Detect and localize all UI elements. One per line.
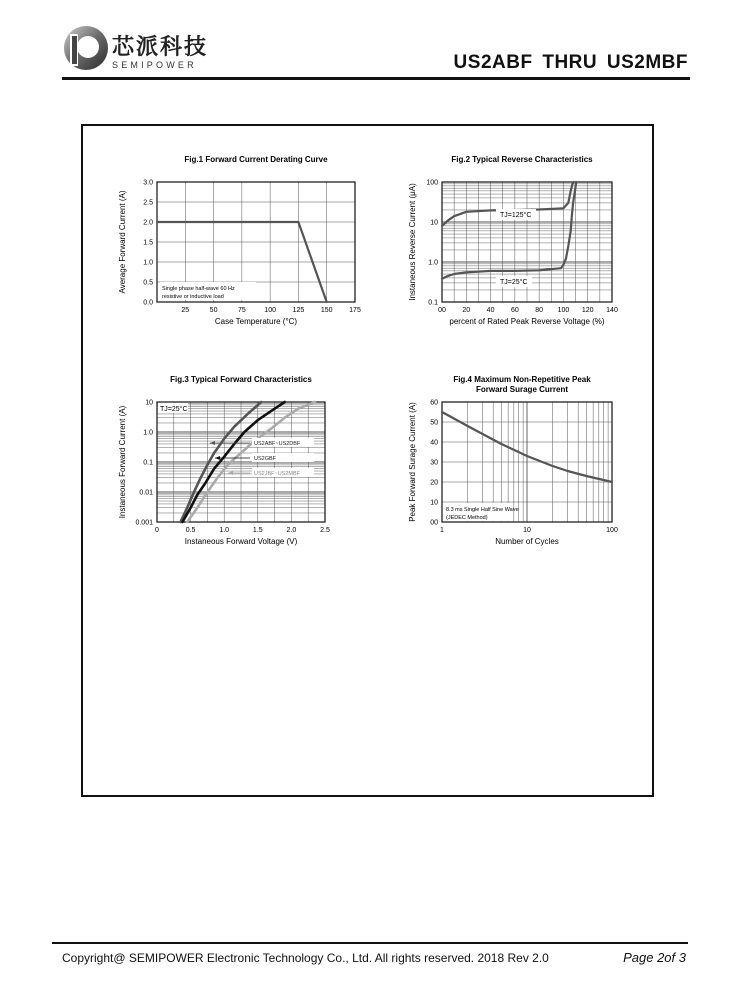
x-tick-label: 10 xyxy=(523,527,531,534)
series-label: US2GBF xyxy=(254,456,277,462)
chart-annotation: Single phase half-wave 60 Hz xyxy=(162,286,235,292)
y-axis-label: Instaneous Forward Current (A) xyxy=(118,405,127,519)
series-line xyxy=(442,182,576,279)
x-tick-label: 0 xyxy=(155,527,159,534)
fig3-forward-chart xyxy=(100,365,360,565)
y-tick-label: 1.0 xyxy=(143,429,153,437)
label-arrowhead xyxy=(210,441,215,445)
page-number: Page 2of 3 xyxy=(623,950,686,965)
chart-annotation: (JEDEC Method) xyxy=(446,515,488,521)
y-tick-label: 20 xyxy=(430,479,438,487)
x-tick-label: 1.5 xyxy=(252,527,263,534)
x-tick-label: 50 xyxy=(209,307,218,314)
y-tick-label: 1.0 xyxy=(143,259,153,267)
y-tick-label: 10 xyxy=(430,499,438,507)
y-tick-label: 2.5 xyxy=(143,199,153,207)
x-axis-label: Instaneous Forward Voltage (V) xyxy=(184,537,298,546)
x-axis-label: percent of Rated Peak Reverse Voltage (%) xyxy=(449,317,605,326)
x-tick-label: 100 xyxy=(557,307,570,314)
y-tick-label: 10 xyxy=(430,219,438,227)
x-tick-label: 1 xyxy=(440,527,444,534)
logo-chinese-name: 芯派科技 xyxy=(112,35,209,60)
x-tick-label: 120 xyxy=(581,307,594,314)
y-tick-label: 0.5 xyxy=(143,279,153,287)
x-tick-label: 00 xyxy=(438,307,446,314)
chart-title: Fig.2 Typical Reverse Characteristics xyxy=(451,155,593,164)
y-tick-label: 0.001 xyxy=(135,519,153,527)
fig1-derating-chart xyxy=(100,145,360,345)
y-tick-label: 0.1 xyxy=(143,459,153,467)
y-tick-label: 100 xyxy=(426,179,438,187)
x-tick-label: 25 xyxy=(181,307,190,314)
chart-annotation: resistive or inductive load xyxy=(162,294,224,300)
header-rule xyxy=(62,77,690,80)
logo-english-name: SEMIPOWER xyxy=(112,60,197,70)
x-tick-label: 100 xyxy=(606,527,618,534)
x-tick-label: 125 xyxy=(292,307,305,314)
footer-rule xyxy=(52,942,688,944)
x-tick-label: 20 xyxy=(462,307,471,314)
y-tick-label: 60 xyxy=(430,399,438,407)
y-tick-label: 10 xyxy=(145,399,153,407)
x-tick-label: 1.0 xyxy=(219,527,230,534)
x-tick-label: 2.5 xyxy=(320,527,330,534)
y-axis-label: Average Forward Current (A) xyxy=(118,190,127,294)
x-tick-label: 175 xyxy=(349,307,361,314)
x-tick-label: 150 xyxy=(320,307,333,314)
x-tick-label: 0.5 xyxy=(185,527,196,534)
x-tick-label: 60 xyxy=(510,307,519,314)
fig4-surge-chart xyxy=(400,365,640,565)
y-tick-label: 3.0 xyxy=(143,179,153,187)
y-tick-label: 2.0 xyxy=(143,219,153,227)
y-tick-label: 00 xyxy=(430,519,438,527)
chart-title: Fig.1 Forward Current Derating Curve xyxy=(184,155,328,164)
x-tick-label: 40 xyxy=(486,307,495,314)
copyright-text: Copyright@ SEMIPOWER Electronic Technology Co., Ltd. All rights reserved. 2018 Rev 2.0 xyxy=(62,951,549,965)
label-arrowhead xyxy=(215,456,220,460)
y-axis-label: Instaneous Reverse Current (μA) xyxy=(408,183,417,301)
series-label: TJ=25°C xyxy=(500,279,528,286)
y-tick-label: 0.1 xyxy=(428,299,438,307)
x-axis-label: Number of Cycles xyxy=(495,537,559,546)
x-axis-label: Case Temperature (°C) xyxy=(214,317,298,326)
y-tick-label: 40 xyxy=(430,439,438,447)
fig2-reverse-chart xyxy=(400,145,640,345)
label-arrowhead xyxy=(228,471,233,475)
series-label: US2JBF~US2MBF xyxy=(254,471,300,477)
series-label: TJ=125°C xyxy=(500,212,532,219)
x-tick-label: 140 xyxy=(606,307,618,314)
y-tick-label: 0.01 xyxy=(139,489,153,497)
chart-subtitle: Forward Surage Current xyxy=(475,385,569,394)
y-tick-label: 0.0 xyxy=(143,299,153,307)
y-tick-label: 30 xyxy=(430,459,438,467)
y-tick-label: 50 xyxy=(430,419,438,427)
chart-title: Fig.3 Typical Forward Characteristics xyxy=(170,375,312,384)
y-tick-label: 1.5 xyxy=(143,239,153,247)
y-tick-label: 1.0 xyxy=(428,259,438,267)
x-tick-label: 2.0 xyxy=(286,527,297,534)
chart-annotation: TJ=25°C xyxy=(160,406,188,413)
x-tick-label: 80 xyxy=(535,307,544,314)
part-number-title: US2ABF THRU US2MBF xyxy=(453,52,688,73)
chart-annotation: 8.3 ms Single Half Sine Wave xyxy=(446,507,519,513)
x-tick-label: 75 xyxy=(237,307,246,314)
series-label: US2ABF~US2DBF xyxy=(254,441,301,447)
x-tick-label: 100 xyxy=(264,307,276,314)
chart-title: Fig.4 Maximum Non-Repetitive Peak xyxy=(453,375,591,384)
y-axis-label: Peak Forward Surage Current (A) xyxy=(408,402,417,522)
